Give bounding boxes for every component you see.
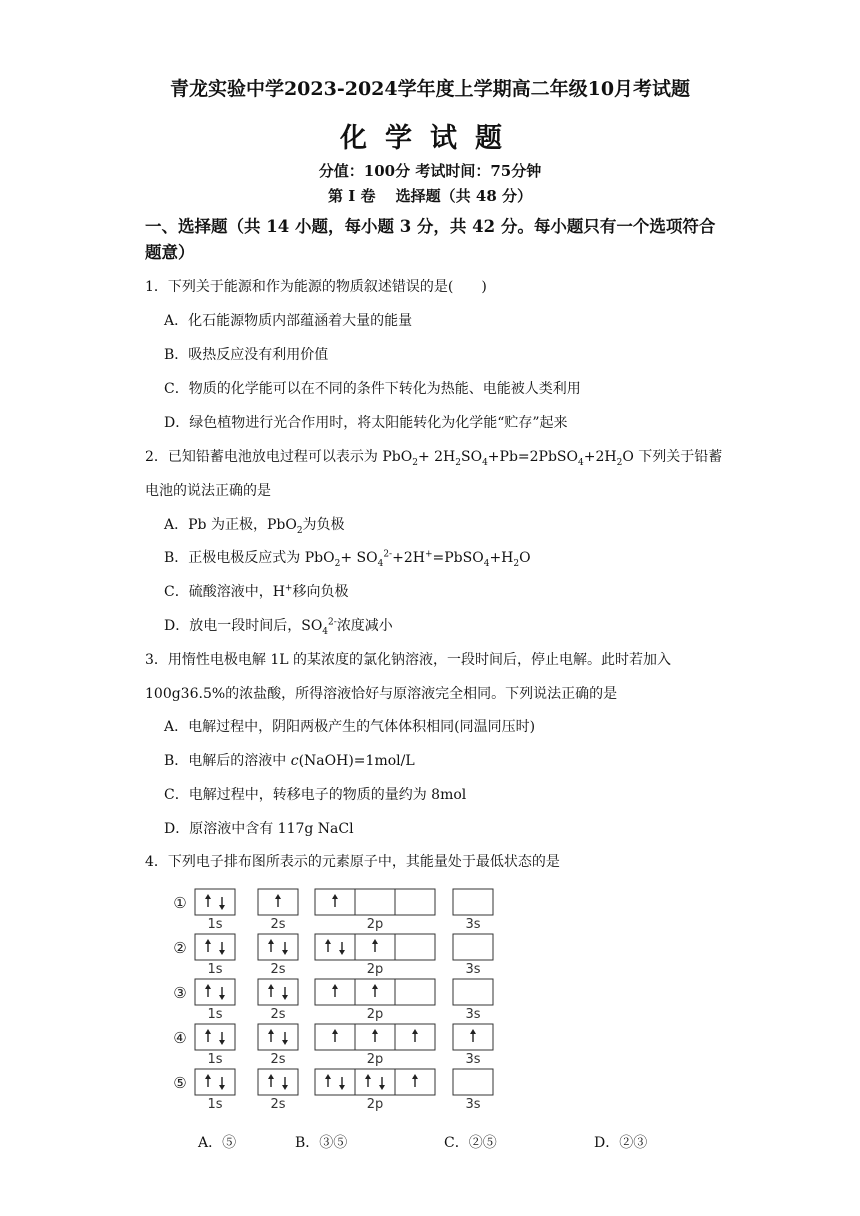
orbital-row-5-1s-down-arrow-head [219,1085,225,1090]
orbital-row-4-2p-3-up-arrow-head [412,1029,418,1034]
orbital-row-1-1s-box [195,889,235,915]
orbital-row-2-label-2p: 2p [366,962,384,977]
q2-option-a: A．Pb 为正极，PbO$_2$为负极 [164,517,345,536]
orbital-row-1-label-3s: 3s [465,917,481,932]
orbital-row-2-label-2s: 2s [270,962,286,977]
orbital-diagram [170,885,510,1117]
q4-option-a: A．⑤ [198,1135,237,1151]
orbital-row-2-2p-1-down-arrow-head [339,950,345,955]
q1-option-a: A．化石能源物质内部蕴涵着大量的能量 [164,313,413,329]
orbital-row-5-2p-2-up-arrow-head [365,1074,371,1079]
orbital-row-5-3s-box [453,1069,493,1095]
q4-option-c: C．②⑤ [444,1135,497,1151]
orbital-row-4-1s-down-arrow-head [219,1040,225,1045]
orbital-row-5-2s-up-arrow-head [268,1074,274,1079]
orbital-row-4-2s-up-arrow-head [268,1029,274,1034]
orbital-row-5-label-3s: 3s [465,1097,481,1112]
orbital-row-5-label-1s: 1s [207,1097,223,1112]
orbital-row-1-2p-box-3 [395,889,435,915]
q3-stem-line2: 100g36.5%的浓盐酸，所得溶液恰好与原溶液完全相同。下列说法正确的是 [145,686,618,702]
orbital-row-3-2s-down-arrow-head [282,995,288,1000]
orbital-row-4-1s-up-arrow-head [205,1029,211,1034]
orbital-row-5-2p-box-2 [355,1069,395,1095]
orbital-row-4-label-2s: 2s [270,1052,286,1067]
orbital-row-5-1s-box [195,1069,235,1095]
orbital-row-1-3s-box [453,889,493,915]
orbital-row-5-2p-box-1 [315,1069,355,1095]
orbital-row-2-2s-box [258,934,298,960]
orbital-row-2-2p-2-up-arrow-head [372,939,378,944]
section-heading: 一、选择题（共 14 小题，每小题 3 分，共 42 分。每小题只有一个选项符合题意） [145,217,716,262]
orbital-row-2-1s-up-arrow-head [205,939,211,944]
q4-stem: 4．下列电子排布图所表示的元素原子中，其能量处于最低状态的是 [145,854,560,870]
q3-stem: 3．用惰性电极电解 1L 的某浓度的氯化钠溶液，一段时间后，停止电解。此时若加入 [145,652,672,668]
q2-option-b: B．正极电极反应式为 $PbO_2+ SO_4^{2-}+2H^+=PbSO_4+H_2O$ [164,549,531,569]
orbital-row-4-2s-down-arrow-head [282,1040,288,1045]
orbital-row-2-2p-box-1 [315,934,355,960]
orbital-row-1-label-2s: 2s [270,917,286,932]
orbital-row-2-label-1s: 1s [207,962,223,977]
orbital-row-1-number: ① [173,894,187,912]
q3-option-d: D．原溶液中含有 117g NaCl [164,821,354,837]
q4-option-d: D．②③ [594,1135,648,1151]
orbital-row-4-1s-box [195,1024,235,1050]
orbital-row-3-label-3s: 3s [465,1007,481,1022]
orbital-row-3-2p-1-up-arrow-head [332,984,338,989]
orbital-row-5-2p-2-down-arrow-head [379,1085,385,1090]
orbital-row-1-2p-box-2 [355,889,395,915]
orbital-row-4-2p-1-up-arrow-head [332,1029,338,1034]
orbital-row-3-1s-up-arrow-head [205,984,211,989]
q2-option-d: D．放电一段时间后，$SO_4^{2-}$浓度减小 [164,617,393,637]
orbital-row-1-label-1s: 1s [207,917,223,932]
orbital-row-2-2p-box-3 [395,934,435,960]
orbital-row-3-2s-up-arrow-head [268,984,274,989]
orbital-row-1-label-2p: 2p [366,917,384,932]
orbital-row-4-number: ④ [173,1029,187,1047]
orbital-row-5-2p-1-down-arrow-head [339,1085,345,1090]
orbital-row-2-number: ② [173,939,187,957]
orbital-row-3-2p-2-up-arrow-head [372,984,378,989]
orbital-row-1-2s-up-arrow-head [275,894,281,899]
subject-title: 化学试题 [340,123,520,154]
exam-title: 青龙实验中学2023-2024学年度上学期高二年级10月考试题 [169,78,691,100]
orbital-row-4-label-3s: 3s [465,1052,481,1067]
orbital-row-5-label-2s: 2s [270,1097,286,1112]
orbital-row-4-2s-box [258,1024,298,1050]
orbital-row-2-2s-down-arrow-head [282,950,288,955]
orbital-row-3-2s-box [258,979,298,1005]
orbital-row-2-1s-down-arrow-head [219,950,225,955]
q1-option-d: D．绿色植物进行光合作用时，将太阳能转化为化学能“贮存”起来 [164,415,568,431]
orbital-row-5-label-2p: 2p [366,1097,384,1112]
orbital-row-2-2s-up-arrow-head [268,939,274,944]
exam-meta: 分值：100分 考试时间：75分钟 [318,162,542,180]
q1-option-c: C．物质的化学能可以在不同的条件下转化为热能、电能被人类利用 [164,381,581,397]
q1-stem: 1．下列关于能源和作为能源的物质叙述错误的是( ) [145,279,487,295]
orbital-row-2-label-3s: 3s [465,962,481,977]
orbital-row-5-1s-up-arrow-head [205,1074,211,1079]
q4-option-b: B．③⑤ [295,1135,348,1151]
orbital-row-5-2p-3-up-arrow-head [412,1074,418,1079]
orbital-row-2-3s-box [453,934,493,960]
orbital-row-5-2s-down-arrow-head [282,1085,288,1090]
orbital-row-3-label-1s: 1s [207,1007,223,1022]
orbital-row-3-3s-box [453,979,493,1005]
q2-stem: 2．已知铅蓄电池放电过程可以表示为 $PbO_2+ 2H_2SO_4+Pb=2PbSO_4+2H_2O$ 下列关于铅蓄 [145,449,723,468]
q3-option-b: B．电解后的溶液中 c(NaOH)=1mol/L [164,753,415,769]
orbital-row-3-number: ③ [173,984,187,1002]
q2-stem-line2: 电池的说法正确的是 [145,483,271,499]
orbital-row-3-label-2s: 2s [270,1007,286,1022]
orbital-row-3-label-2p: 2p [366,1007,384,1022]
orbital-row-1-1s-up-arrow-head [205,894,211,899]
orbital-row-3-2p-box-3 [395,979,435,1005]
q1-option-b: B．吸热反应没有利用价值 [164,347,329,363]
orbital-row-3-1s-box [195,979,235,1005]
orbital-row-2-1s-box [195,934,235,960]
orbital-row-1-1s-down-arrow-head [219,905,225,910]
orbital-row-3-1s-down-arrow-head [219,995,225,1000]
orbital-row-5-number: ⑤ [173,1074,187,1092]
orbital-row-4-2p-2-up-arrow-head [372,1029,378,1034]
orbital-row-4-label-2p: 2p [366,1052,384,1067]
q2-option-c: C．硫酸溶液中，H+移向负极 [164,583,349,600]
part-heading: 第 I 卷 选择题（共 48 分） [327,187,532,205]
q3-option-a: A．电解过程中，阴阳两极产生的气体体积相同(同温同压时) [164,719,536,735]
orbital-row-2-2p-1-up-arrow-head [325,939,331,944]
orbital-row-5-2p-1-up-arrow-head [325,1074,331,1079]
orbital-row-4-3s-up-arrow-head [470,1029,476,1034]
orbital-row-1-2p-1-up-arrow-head [332,894,338,899]
q3-option-c: C．电解过程中，转移电子的物质的量约为 8mol [164,787,467,803]
orbital-row-4-label-1s: 1s [207,1052,223,1067]
orbital-row-5-2s-box [258,1069,298,1095]
